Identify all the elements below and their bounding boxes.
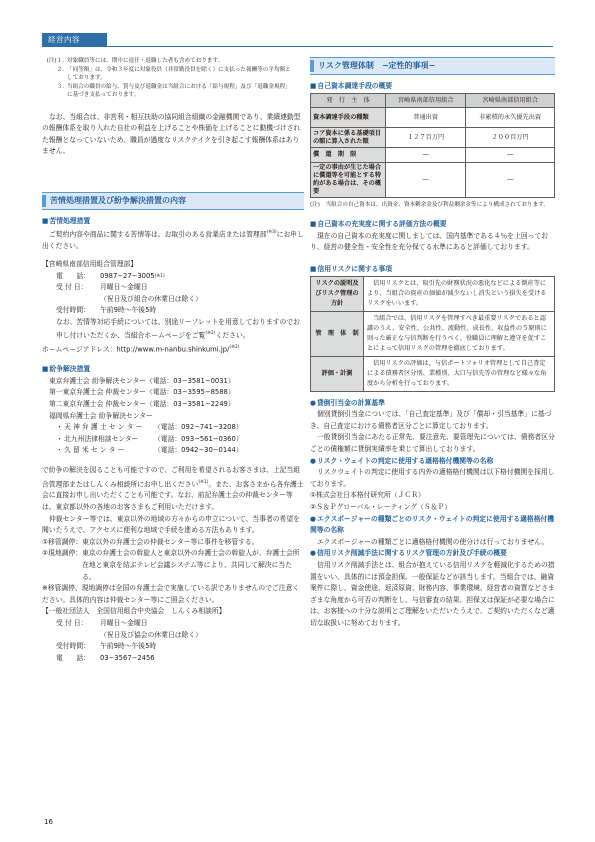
footnote-number: (注)１. — [46, 58, 64, 64]
capital-footnote: (注) 当組合の自己資本は、出資金、資本剰余金及び利益剰余金等により構成されております。 — [310, 201, 549, 208]
tel-value: 03−3567−2456 — [100, 653, 155, 662]
table-cell — [364, 356, 555, 391]
shinkumi-hours-row — [42, 641, 304, 653]
days-value: 月曜日〜金曜日 — [100, 618, 148, 627]
fukuoka-item — [42, 434, 304, 446]
homepage-link[interactable]: ホームページアドレス：http://www.m-nanbu.shinkumi.jp/ — [42, 345, 230, 354]
page-number: 16 — [44, 818, 53, 826]
exposure-heading: ● エクスポージャーの種類ごとのリスク・ウェイトの判定に使用する適格格付機関等の名称 — [310, 514, 555, 537]
method-text: 東京の弁護士会の斡旋人と東京以外の弁護士会の斡旋人が、弁護士会所在地と東京を結ぶテレビ会議システム等により、共同して解決に当たる。 — [82, 549, 300, 581]
footnote-number: ３. — [56, 83, 64, 90]
allowance-heading: ● 貸倒引当金の計算基準 — [310, 398, 555, 410]
footnote-text: 当組合の職員の給与、賞与及び退職金は当組合における「給与規程」及び「退職金規程」に基づき支払っております。 — [67, 83, 291, 98]
hours-value: 午前9時〜午後5時 — [100, 642, 157, 651]
footnote — [42, 57, 304, 66]
table-cell: １２７百万円 — [386, 128, 466, 148]
mitigation-body: 信用リスク削減手法とは、組合が抱えている信用リスクを軽減化するための措置をいい、具体的には預金担保、一般保証などが該当します。当組合では、融資案件に際し、資金使途、返済原資、財務内容、事業環境、経営者の資質などさまざまな角度から可否の判断をし、与信審査の結果、担保又は保証が必要な場合には、お客様への十分な説明とご理解をいただいたうえで、ご契約いただくなど適切な取扱いに努めております。 — [310, 560, 555, 627]
center-tel: （電話：092−741−3208） — [154, 423, 243, 432]
table-cell: 普通出資 — [386, 108, 466, 128]
note-ref: (※2) — [229, 345, 240, 351]
hours-label: 受付時間： — [56, 642, 90, 651]
table-cell — [364, 311, 555, 356]
complaint-days-row — [42, 282, 304, 294]
left-column — [42, 57, 304, 664]
center-tel: （電話：0942−30−0144） — [154, 446, 243, 455]
adequacy-body: 現在の自己資本の充実度に関しましては、国内基準である４％を上回っており、経営の健全性・安全性を充分保てる水準にあると評価しております。 — [310, 231, 549, 252]
table-cell: ― — [466, 162, 555, 197]
table-cell: ― — [466, 148, 555, 163]
dispute-heading: ■ 紛争解決措置 — [42, 364, 304, 376]
footnotes — [42, 57, 304, 100]
dispute-body-2: 仲裁センター等では、東京以外の地域の方々からの申立について、当事者の希望を聞いたうえで、アクセスに便利な地域で手続を進める方法もあります。 — [42, 514, 300, 535]
bullet: ・ — [56, 446, 63, 455]
dispute-body-1 — [42, 465, 304, 514]
homepage-address — [42, 342, 304, 356]
center-name: 久 留 米 セ ン タ ー — [64, 446, 125, 455]
complaint-days-note-row — [42, 294, 304, 306]
row-header: リスクの説明及びリスク管理の方針 — [311, 276, 364, 311]
days-label: 受 付 日： — [56, 283, 88, 292]
days-value: 月曜日〜金曜日 — [100, 283, 148, 292]
note-ref: (※1) — [154, 273, 165, 279]
method-item — [42, 548, 304, 583]
hours-value: 午前9時〜午後5時 — [100, 306, 157, 315]
header-rule — [42, 46, 553, 47]
section-title-text: 苦情処理措置及び紛争解決措置の内容 — [50, 195, 186, 205]
complaint-org: 【宮崎県南部信用組合管理部】 — [42, 259, 138, 268]
bullet: ・ — [56, 434, 63, 443]
complaint-heading: ■ 苦情処理措置 — [42, 216, 304, 228]
exposure-body: エクスポージャーの種類ごとに適格格付機関の使分けは行っておりません。 — [317, 537, 549, 546]
center-name: 第一東京弁護士会 仲裁センター — [49, 388, 147, 397]
adequacy-heading: ■ 自己資本の充実度に関する評価方法の概要 — [310, 219, 555, 231]
center-name: 天 神 弁 護 士 セ ン タ ー — [64, 423, 143, 432]
capital-heading: ■ 自己資本調達手段の概要 — [310, 81, 555, 93]
dispute-center-row — [42, 387, 304, 399]
shinkumi-days-note-row — [42, 630, 304, 642]
table-cell: ― — [386, 148, 466, 163]
row-header: 資本調達手段の種類 — [311, 108, 386, 128]
table-row — [311, 128, 555, 148]
fukuoka-item — [42, 445, 304, 457]
fukuoka-center: 福岡県弁護士会 紛争解決センター — [49, 411, 153, 420]
table-cell: ― — [386, 162, 466, 197]
footnote-text: 対象職員等には、期中に退任・退職した者も含めております。 — [67, 58, 224, 64]
rating-heading: ● リスク・ウェイトの判定に使用する適格格付機関等の名称 — [310, 456, 555, 468]
dispute-body-end: 。また、お客さまから各弁護士会に直接お申し出いただくことも可能です。なお、前記弁護士会の仲裁センター等は、東京都以外の各地のお客さまもご利用いただけます。 — [42, 479, 304, 511]
center-tel: （電話：03−3581−0031） — [146, 376, 235, 385]
footnote-text: 「同等額」は、令和３年度に対象役員（非常勤役員を除く）に支払った報酬等の平均額としております。 — [67, 66, 291, 81]
table-row — [311, 356, 555, 391]
complaint-tel-row — [42, 271, 304, 283]
row-header: 管 理 体 制 — [311, 311, 364, 356]
dispute-note: ※移管調停、現地調停は全国の弁護士会で実施している訳でありませんのでご注意ください。具体的内容は仲裁センター等にご照会ください。 — [42, 584, 300, 604]
table-cell: ２００百万円 — [466, 128, 555, 148]
section-header-tab — [42, 33, 107, 46]
row-header: 一定の事由が生じた場合に償還等を可能とする特約がある場合は、その概要 — [311, 162, 386, 197]
shinkumi-tel-row — [42, 653, 304, 665]
footnote — [42, 66, 304, 83]
rating-item: ①株式会社日本格付研究所（ＪＣＲ） — [310, 491, 425, 500]
complaint-note-text: なお、苦情等対応手続については、別途リーフレットを用意しておりますのでお申し付けいただくか、当組合ホームページをご覧 — [56, 317, 300, 340]
table-row — [311, 311, 555, 356]
note-ref: (※2) — [205, 331, 216, 337]
remuneration-paragraph: なお、当組合は、非営利・相互扶助の協同組合組織の金融機関であり、業績連動型の報酬体系を取り入れた自社の利益を上げることや株価を上げることに動機づけされた報酬となっていないため、職員が過度なリスクテイクを引き起こす報酬体系はありません。 — [42, 112, 301, 156]
right-column — [310, 57, 555, 630]
dispute-body-text: で紛争の解決を図ることも可能ですので、ご利用を希望されるお客さまは、上記当組合管理部またはしんくみ相談所にお申し出ください — [42, 465, 301, 488]
hours-label: 受付時間： — [56, 306, 90, 315]
credit-table — [310, 276, 555, 392]
fukuoka-item — [42, 422, 304, 434]
note-ref: (※3) — [266, 230, 277, 236]
tel-value: 0987−27−3005 — [100, 271, 155, 280]
method-item — [42, 537, 304, 549]
row-header: 償 還 期 限 — [311, 148, 386, 163]
footnote — [42, 83, 304, 100]
spacer — [56, 294, 100, 306]
allowance-body-2: 一般貸倒引当金にあたる正常先、要注意先、要管理先については、債務者区分ごとの債権額に貸倒実績率を乗じて算出しております。 — [310, 433, 555, 454]
days-note: （祝日及び組合の休業日は除く） — [100, 294, 202, 303]
mitigation-heading: ● 信用リスク削減手法に関するリスク管理の方針及び手続の概要 — [310, 548, 555, 560]
table-row — [311, 162, 555, 197]
tel-label: 電 話： — [56, 271, 90, 280]
table-header-row — [311, 93, 555, 108]
cell-text: 当組合では、信用リスクを管理すべき最重要リスクであると認識のうえ、安全性、公共性、流動性、成長性、収益性の５原則に則った厳正な与信判断を行うべく、役職員に理解と遵守を促すことによって信用リスクの管理を徹底しております。 — [367, 314, 547, 352]
section-title-risk — [310, 57, 555, 75]
center-tel: （電話：03−3581−2249） — [146, 399, 235, 408]
table-cell: 非累積的永久優先出資 — [466, 108, 555, 128]
complaint-note-end: ください。 — [215, 331, 250, 340]
section-title-text: リスク管理体制 −定性的事項− — [318, 61, 436, 70]
dispute-center-row — [42, 376, 304, 388]
cell-text: 信用リスクの評価は、与信ポートフォリオ管理として自己査定による債務者区分別、業種別、大口与信先等の管理など様々な角度から分析を行っております。 — [367, 359, 547, 387]
table-header-cell: 宮崎県南部信用組合 — [466, 93, 555, 108]
section-header-label: 経営内容 — [48, 35, 80, 44]
complaint-note — [42, 317, 304, 342]
center-tel: （電話：03−3595−8588） — [146, 388, 235, 397]
cell-text: 信用リスクとは、取引先の財務状況の悪化などによる倒産等により、当組合の資産の価値が減少ないし消失という損失を受けるリスクをいいます。 — [367, 279, 547, 307]
dispute-center-row — [42, 399, 304, 411]
center-name: 北九州法律相談センター — [64, 434, 139, 443]
allowance-body-1: 個別貸倒引当金については、「自己査定基準」及び「償却・引当基準」に基づき、自己査定における債務者区分ごとに算定しております。 — [310, 410, 552, 430]
method-text: 東京以外の弁護士会の仲裁センター等に事件を移管する。 — [82, 537, 259, 546]
days-label: 受 付 日： — [56, 618, 88, 627]
complaint-body — [42, 227, 304, 252]
shinkumi-days-row — [42, 618, 304, 630]
spacer — [56, 630, 100, 642]
table-row — [311, 148, 555, 163]
table-row — [311, 108, 555, 128]
center-tel: （電話：093−561−0360） — [154, 434, 243, 443]
method-label: ①移管調停： — [42, 537, 83, 546]
row-header: コア資本に係る基礎項目の額に算入された額 — [311, 128, 386, 148]
center-name: 東京弁護士会 紛争解決センター — [49, 376, 147, 385]
table-cell — [364, 276, 555, 311]
complaint-body-text: ご契約内容や商品に関する苦情等は、お取引のある営業店または管理部 — [49, 230, 267, 239]
table-row — [311, 276, 555, 311]
bullet: ・ — [56, 423, 63, 432]
tel-label: 電 話： — [56, 653, 90, 662]
days-note: （祝日及び協会の休業日は除く） — [100, 630, 202, 639]
rating-body: リスクウェイトの判定に使用する内外の適格格付機関は以下格付機関を採用しております。 — [310, 468, 555, 488]
credit-heading: ■ 信用リスクに関する事項 — [310, 264, 555, 276]
note-ref: (※1) — [198, 479, 209, 485]
table-header-cell: 発 行 主 体 — [311, 93, 386, 108]
footnote-number: ２. — [56, 66, 64, 73]
shinkumi-org: 【一般社団法人 全国信用組合中央協会 しんくみ相談所】 — [42, 607, 226, 616]
table-header-cell: 宮崎県南部信用組合 — [386, 93, 466, 108]
center-name: 第二東京弁護士会 仲裁センター — [49, 399, 147, 408]
complaint-body-end: にお申し出ください。 — [42, 230, 304, 251]
method-label: ②現地調停： — [42, 549, 83, 558]
row-header: 評価・計測 — [311, 356, 364, 391]
capital-table — [310, 93, 555, 198]
section-title-complaint — [42, 192, 304, 210]
rating-item: ②Ｓ＆Ｐグローバル・レーティング（Ｓ＆Ｐ） — [310, 503, 452, 511]
complaint-hours-row — [42, 305, 304, 317]
